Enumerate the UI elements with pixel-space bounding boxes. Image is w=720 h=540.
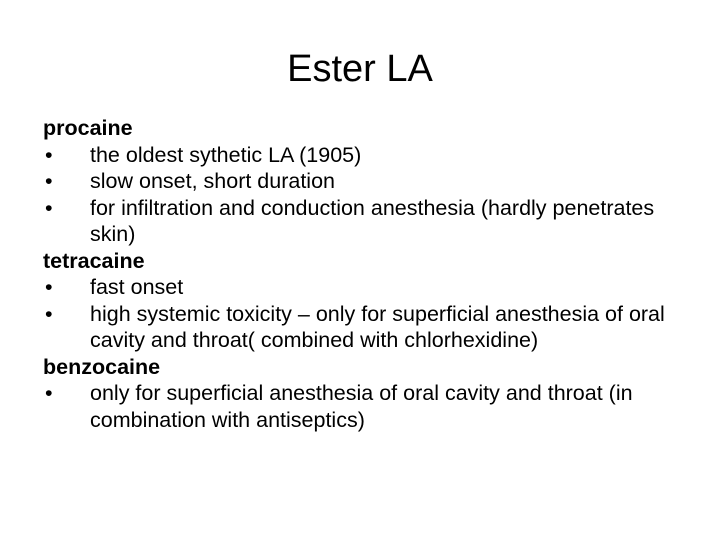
list-item (43, 168, 703, 195)
slide-title: Ester LA (287, 48, 433, 90)
section-tetracaine (43, 248, 703, 354)
list-item (43, 380, 703, 433)
section-procaine (43, 115, 703, 248)
bullet-text: only for superficial anesthesia of oral cavity and throat (in combination with antiseptics) (90, 381, 633, 432)
list-item (43, 274, 703, 301)
section-heading-tetracaine: tetracaine (43, 248, 145, 273)
bullet-icon: • (45, 169, 53, 193)
bullet-icon: • (45, 381, 53, 405)
bullet-icon: • (45, 142, 53, 167)
section-heading-benzocaine: benzocaine (43, 354, 161, 379)
bullet-text: the oldest sythetic LA (1905) (90, 142, 362, 167)
list-item (43, 301, 703, 354)
bullet-icon: • (45, 195, 53, 220)
bullet-text: fast onset (90, 275, 184, 299)
section-benzocaine (43, 354, 703, 434)
bullet-icon: • (45, 301, 53, 326)
bullet-text: high systemic toxicity – only for superficial anesthesia of oral cavity and throat( combined with chlorhexidine) (90, 301, 665, 352)
list-item (43, 195, 703, 248)
bullet-list-procaine (43, 142, 703, 248)
bullet-icon: • (45, 275, 53, 299)
bullet-list-tetracaine (43, 274, 703, 354)
bullet-list-benzocaine (43, 380, 703, 433)
bullet-text: slow onset, short duration (90, 169, 335, 193)
list-item (43, 142, 703, 169)
section-heading-procaine: procaine (43, 116, 133, 140)
bullet-text: for infiltration and conduction anesthesia (hardly penetrates skin) (90, 195, 655, 246)
slide-content (43, 115, 703, 433)
